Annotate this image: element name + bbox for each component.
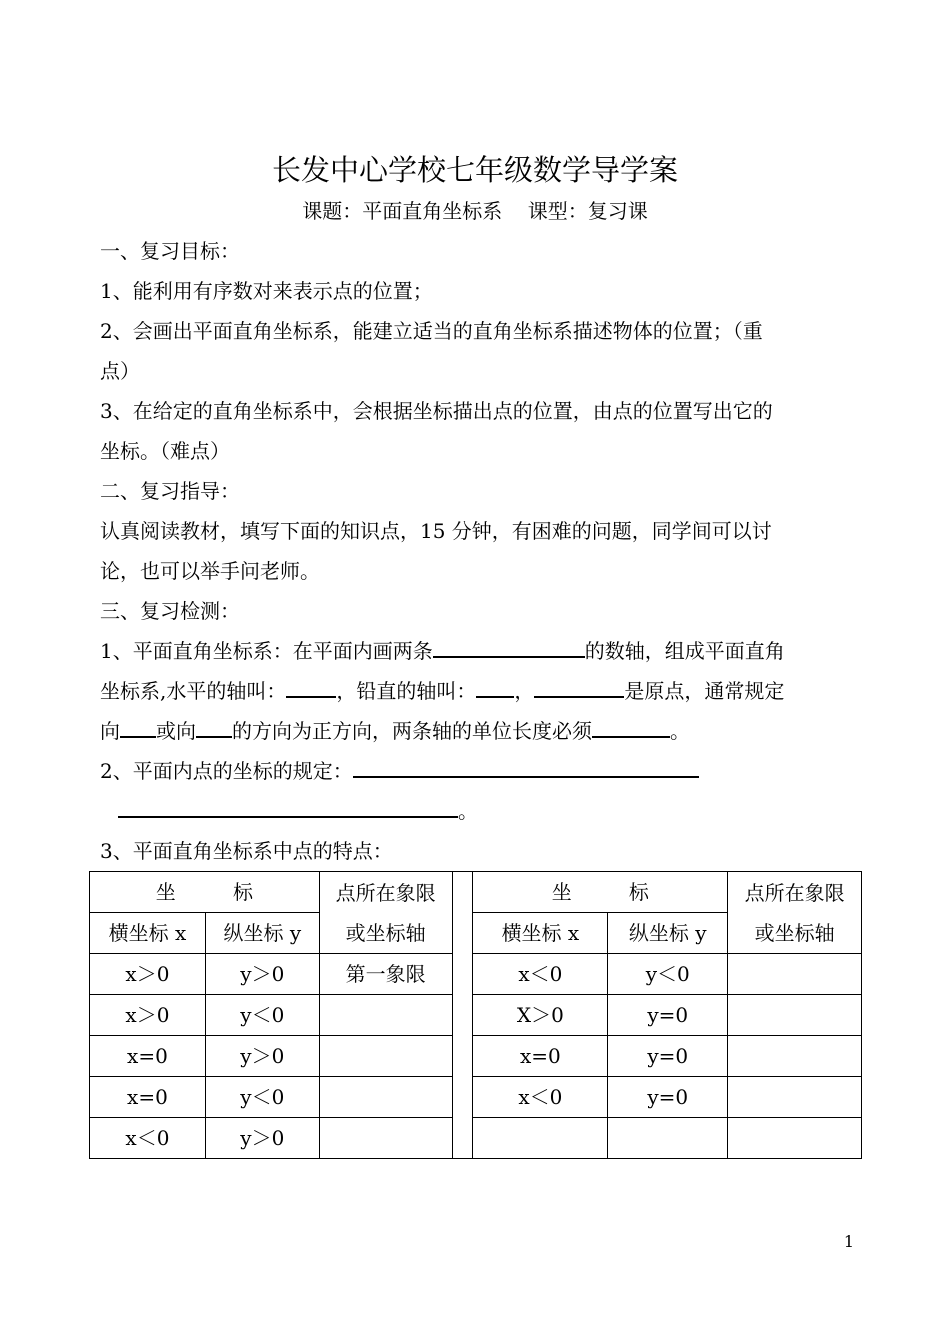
header-coordinate: 坐 标: [473, 872, 728, 913]
cell-x: x=0: [90, 1036, 206, 1077]
goal-item-3-line2: 坐标。（难点）: [100, 439, 230, 463]
cell-y: y=0: [608, 1077, 728, 1118]
question-1-text-j: 。: [670, 719, 690, 743]
header-y: 纵坐标 y: [608, 913, 728, 954]
cell-x: x=0: [473, 1036, 608, 1077]
header-y: 纵坐标 y: [205, 913, 319, 954]
cell-quadrant[interactable]: [319, 1118, 452, 1159]
header-quadrant: [728, 872, 862, 954]
answer-blank[interactable]: [592, 716, 670, 738]
question-1-text-f: 是原点，通常规定: [624, 679, 785, 703]
header-quadrant-line1: 点所在象限: [335, 880, 436, 905]
cell-x[interactable]: [473, 1118, 608, 1159]
cell-y: y＞0: [205, 1036, 319, 1077]
goal-item-3-line1: 3、在给定的直角坐标系中，会根据坐标描出点的位置，由点的位置写出它的: [100, 399, 773, 423]
question-2-line1: [100, 756, 860, 786]
cell-y: y＜0: [205, 1077, 319, 1118]
cell-x: X＞0: [473, 995, 608, 1036]
cell-x: x＜0: [90, 1118, 206, 1159]
cell-y: y＜0: [608, 954, 728, 995]
cell-quadrant[interactable]: [319, 1036, 452, 1077]
cell-y: y＞0: [205, 954, 319, 995]
table-row: [90, 1118, 862, 1159]
answer-blank[interactable]: [286, 676, 336, 698]
question-1-text-e: ，: [514, 679, 535, 703]
test-heading: 三、复习检测：: [100, 599, 240, 623]
cell-y: y＜0: [205, 995, 319, 1036]
question-1-text-c: 坐标系,水平的轴叫：: [100, 679, 287, 703]
question-1-text-g: 向: [100, 719, 120, 743]
goal-item-1: 1、能利用有序数对来表示点的位置；: [100, 279, 433, 303]
cell-x: x＜0: [473, 954, 608, 995]
answer-blank[interactable]: [476, 676, 514, 698]
goal-heading: 一、复习目标：: [100, 239, 240, 263]
table-row: [90, 1077, 862, 1118]
question-1-text-d: ，铅直的轴叫：: [336, 679, 477, 703]
header-x: 横坐标 x: [90, 913, 206, 954]
header-quadrant: [319, 872, 452, 954]
table-row: [90, 995, 862, 1036]
coordinate-features-table: [89, 871, 862, 1159]
cell-quadrant[interactable]: [728, 1036, 862, 1077]
lesson-subtitle: 课题：平面直角坐标系 课型：复习课: [302, 199, 648, 223]
question-2-line2: [118, 796, 878, 826]
question-1-text-h: 或向: [156, 719, 196, 743]
cell-x: x＜0: [473, 1077, 608, 1118]
table-row: [90, 1036, 862, 1077]
guide-heading: 二、复习指导：: [100, 479, 240, 503]
cell-y: y＞0: [205, 1118, 319, 1159]
header-quadrant-line1: 点所在象限: [744, 880, 845, 905]
cell-x: x=0: [90, 1077, 206, 1118]
cell-x: x＞0: [90, 954, 206, 995]
guide-text-line2: 论，也可以举手问老师。: [100, 559, 320, 583]
goal-item-2-line2: 点）: [100, 359, 140, 383]
cell-quadrant[interactable]: [728, 954, 862, 995]
cell-x: x＞0: [90, 995, 206, 1036]
cell-quadrant[interactable]: [728, 1077, 862, 1118]
question-1-text-a: 1、平面直角坐标系：在平面内画两条: [100, 639, 433, 663]
question-2-text: 2、平面内点的坐标的规定：: [100, 759, 353, 783]
header-x: 横坐标 x: [473, 913, 608, 954]
cell-quadrant[interactable]: 第一象限: [319, 954, 452, 995]
question-1-line1: [100, 636, 860, 666]
answer-blank[interactable]: [353, 756, 699, 778]
question-1-line2: [100, 676, 860, 706]
cell-quadrant[interactable]: [319, 995, 452, 1036]
question-1-text-i: 的方向为正方向，两条轴的单位长度必须: [232, 719, 592, 743]
cell-quadrant[interactable]: [728, 1118, 862, 1159]
answer-blank[interactable]: [433, 636, 585, 658]
question-3: 3、平面直角坐标系中点的特点：: [100, 839, 393, 863]
cell-quadrant[interactable]: [319, 1077, 452, 1118]
table-row: [90, 954, 862, 995]
question-1-text-b: 的数轴，组成平面直角: [584, 639, 785, 663]
cell-y: y=0: [608, 995, 728, 1036]
header-coordinate: 坐 标: [90, 872, 320, 913]
answer-blank[interactable]: [120, 716, 156, 738]
table-gap: [452, 872, 473, 1159]
page-title: 长发中心学校七年级数学导学案: [271, 153, 678, 187]
page-number: 1: [843, 1232, 854, 1251]
answer-blank[interactable]: [118, 796, 458, 818]
table-header-row: [90, 872, 862, 913]
cell-quadrant[interactable]: [728, 995, 862, 1036]
cell-y: y=0: [608, 1036, 728, 1077]
question-2-end: 。: [458, 799, 478, 823]
header-quadrant-line2: 或坐标轴: [345, 920, 426, 945]
answer-blank[interactable]: [534, 676, 624, 698]
guide-text-line1: 认真阅读教材，填写下面的知识点，15 分钟，有困难的问题，同学间可以讨: [100, 519, 772, 543]
header-quadrant-line2: 或坐标轴: [754, 920, 835, 945]
answer-blank[interactable]: [196, 716, 232, 738]
goal-item-2-line1: 2、会画出平面直角坐标系，能建立适当的直角坐标系描述物体的位置；（重: [100, 319, 763, 343]
cell-y[interactable]: [608, 1118, 728, 1159]
question-1-line3: [100, 716, 860, 746]
